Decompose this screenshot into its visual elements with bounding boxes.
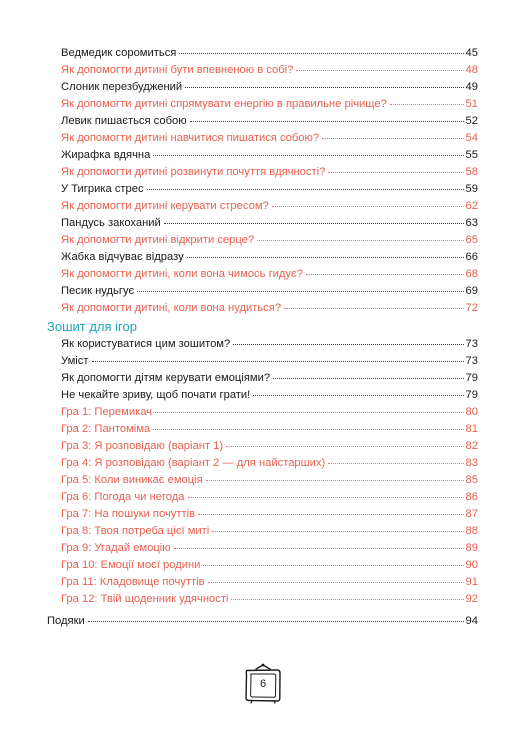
- toc-entry-page: 73: [465, 338, 478, 350]
- dot-leader: [272, 205, 464, 207]
- toc-entry[interactable]: [61, 558, 478, 572]
- toc-entry-title: Як допомогти дитині спрямувати енергію в правильне річище?: [61, 98, 387, 110]
- toc-entry[interactable]: [61, 354, 478, 368]
- toc-entry-page: 80: [465, 406, 478, 418]
- toc-entry[interactable]: [61, 250, 478, 264]
- toc-entry[interactable]: [61, 575, 478, 589]
- dot-leader: [190, 120, 464, 122]
- toc-entry-page: 51: [465, 98, 478, 110]
- toc-entry-page: 45: [465, 47, 478, 59]
- toc-entry-title: У Тигрика стрес: [61, 183, 144, 195]
- dot-leader: [153, 428, 463, 430]
- dot-leader: [198, 513, 463, 515]
- toc-entry-page: 87: [465, 508, 478, 520]
- page-number: 6: [259, 678, 267, 690]
- toc-entry[interactable]: [61, 388, 478, 402]
- toc-entry-page: 92: [465, 593, 478, 605]
- toc-entry-title: Слоник перезбуджений: [61, 81, 183, 93]
- toc-entry-title: Гра 7: На пошуки почуттів: [61, 508, 196, 520]
- toc-entry-page: 91: [465, 576, 478, 588]
- dot-leader: [155, 411, 464, 413]
- dot-leader: [273, 377, 464, 379]
- toc-entry-page: 68: [465, 268, 478, 280]
- dot-leader: [231, 598, 463, 600]
- toc-entry-page: 73: [465, 355, 478, 367]
- toc-entry-title: Як допомогти дитині керувати стресом?: [61, 200, 269, 212]
- dot-leader: [233, 343, 463, 345]
- toc-entry-page: 52: [465, 115, 478, 127]
- toc-entry[interactable]: [61, 592, 478, 606]
- toc-entry-title: Левик пишається собою: [61, 115, 187, 127]
- toc-entry[interactable]: [61, 267, 478, 281]
- toc-entry-page: 79: [465, 372, 478, 384]
- toc-entry-title: Як допомогти дитині навчитися пишатися собою?: [61, 132, 320, 144]
- toc-entry[interactable]: [61, 405, 478, 419]
- toc-entry-page: 86: [465, 491, 478, 503]
- toc-entry-title: Ведмедик соромиться: [61, 47, 177, 59]
- toc-entry-title: Гра 10: Емоції моєї родини: [61, 559, 201, 571]
- dot-leader: [328, 171, 463, 173]
- toc-entry-title: Не чекайте зриву, щоб почати грати!: [61, 389, 251, 401]
- toc-entry-title: Гра 1: Перемикач: [61, 406, 153, 418]
- toc-entry[interactable]: [61, 337, 478, 351]
- toc-entry-title: Гра 11: Кладовище почуттів: [61, 576, 205, 588]
- toc-entry-title: Як допомогти дитині відкрити серце?: [61, 234, 255, 246]
- toc-entry[interactable]: [61, 46, 478, 60]
- toc-entry[interactable]: [61, 199, 478, 213]
- dot-leader: [153, 154, 463, 156]
- toc-entry-title: Гра 4: Я розповідаю (варіант 2 — для найстарших): [61, 457, 326, 469]
- dot-leader: [137, 290, 463, 292]
- toc-entry-title: Песик нудьгує: [61, 285, 135, 297]
- dot-leader: [390, 103, 464, 105]
- toc-entry[interactable]: [61, 114, 478, 128]
- dot-leader: [147, 188, 464, 190]
- toc-entry-title: Як допомогти дітям керувати емоціями?: [61, 372, 271, 384]
- dot-leader: [203, 564, 463, 566]
- dot-leader: [296, 69, 463, 71]
- toc-entry[interactable]: [61, 507, 478, 521]
- dot-leader: [187, 256, 464, 258]
- toc-entry[interactable]: [61, 371, 478, 385]
- dot-leader: [92, 360, 464, 362]
- toc-entry-page: 82: [465, 440, 478, 452]
- toc-entry[interactable]: [61, 165, 478, 179]
- toc-entry-page: 79: [465, 389, 478, 401]
- dot-leader: [322, 137, 463, 139]
- dot-leader: [174, 547, 464, 549]
- toc-entry-title: Як допомогти дитині розвинути почуття вдячності?: [61, 166, 326, 178]
- toc-entry-page: 69: [465, 285, 478, 297]
- toc-entry[interactable]: [61, 301, 478, 315]
- toc-entry[interactable]: [47, 614, 478, 628]
- toc-entry-page: 65: [465, 234, 478, 246]
- toc-entry-title: Гра 2: Пантоміма: [61, 423, 151, 435]
- toc-entry-title: Жирафка вдячна: [61, 149, 151, 161]
- dot-leader: [212, 530, 463, 532]
- section-title: Зошит для ігор: [47, 319, 137, 334]
- toc-entry[interactable]: [61, 131, 478, 145]
- toc-entry[interactable]: [61, 490, 478, 504]
- toc-entry-page: 94: [465, 615, 478, 627]
- toc-entry-page: 89: [465, 542, 478, 554]
- toc-entry[interactable]: [61, 524, 478, 538]
- dot-leader: [257, 239, 463, 241]
- toc-entry-title: Гра 8: Твоя потреба цієї миті: [61, 525, 210, 537]
- toc-entry-title: Уміст: [61, 355, 89, 367]
- toc-entry-title: Гра 5: Коли виникає емоція: [61, 474, 203, 486]
- toc-entry-page: 58: [465, 166, 478, 178]
- toc-entry[interactable]: [61, 284, 478, 298]
- toc-entry-title: Як допомогти дитині, коли вона нудиться?: [61, 302, 282, 314]
- toc-entry[interactable]: [61, 456, 478, 470]
- toc-entry[interactable]: [61, 473, 478, 487]
- toc-entry-page: 85: [465, 474, 478, 486]
- toc-entry[interactable]: [61, 63, 478, 77]
- toc-entry[interactable]: [61, 216, 478, 230]
- toc-entry[interactable]: [61, 97, 478, 111]
- toc-entry[interactable]: [61, 80, 478, 94]
- toc-entry-page: 90: [465, 559, 478, 571]
- toc-entry-title: Гра 12: Твій щоденник удячності: [61, 593, 229, 605]
- dot-leader: [306, 273, 464, 275]
- dot-leader: [284, 307, 463, 309]
- toc-entry-page: 66: [465, 251, 478, 263]
- toc-entry[interactable]: [61, 422, 478, 436]
- toc-entry-page: 59: [465, 183, 478, 195]
- toc-entry-title: Як користуватися цим зошитом?: [61, 338, 231, 350]
- dot-leader: [188, 496, 464, 498]
- toc-entry-title: Пандусь закоханий: [61, 217, 161, 229]
- toc-entry-page: 88: [465, 525, 478, 537]
- toc-entry[interactable]: [61, 182, 478, 196]
- dot-leader: [328, 462, 463, 464]
- toc-entry-page: 54: [465, 132, 478, 144]
- toc-entry-page: 49: [465, 81, 478, 93]
- toc-entry-page: 55: [465, 149, 478, 161]
- dot-leader: [226, 445, 463, 447]
- toc-entry-page: 72: [465, 302, 478, 314]
- toc-entry-title: Гра 6: Погода чи негода: [61, 491, 185, 503]
- toc-entry-page: 48: [465, 64, 478, 76]
- toc-entry[interactable]: [61, 439, 478, 453]
- dot-leader: [206, 479, 464, 481]
- dot-leader: [179, 52, 463, 54]
- toc-entry[interactable]: [61, 233, 478, 247]
- toc-entry-title: Гра 9: Угадай емоцію: [61, 542, 171, 554]
- toc-entry-title: Як допомогти дитині бути впевненою в собі?: [61, 64, 294, 76]
- toc-entry[interactable]: [61, 541, 478, 555]
- toc-entry-page: 83: [465, 457, 478, 469]
- toc-entry-title: Жабка відчуває відразу: [61, 251, 184, 263]
- toc-entry-title: Подяки: [47, 615, 85, 627]
- page-number-badge: [242, 662, 284, 704]
- dot-leader: [208, 581, 464, 583]
- toc-entry[interactable]: [61, 148, 478, 162]
- dot-leader: [88, 620, 464, 622]
- toc-entry-title: Гра 3: Я розповідаю (варіант 1): [61, 440, 224, 452]
- dot-leader: [253, 394, 463, 396]
- toc-entry-page: 81: [465, 423, 478, 435]
- toc-entry-title: Як допомогти дитині, коли вона чимось гидує?: [61, 268, 303, 280]
- toc-entry-page: 63: [465, 217, 478, 229]
- dot-leader: [164, 222, 464, 224]
- toc-entry-page: 62: [465, 200, 478, 212]
- dot-leader: [185, 86, 463, 88]
